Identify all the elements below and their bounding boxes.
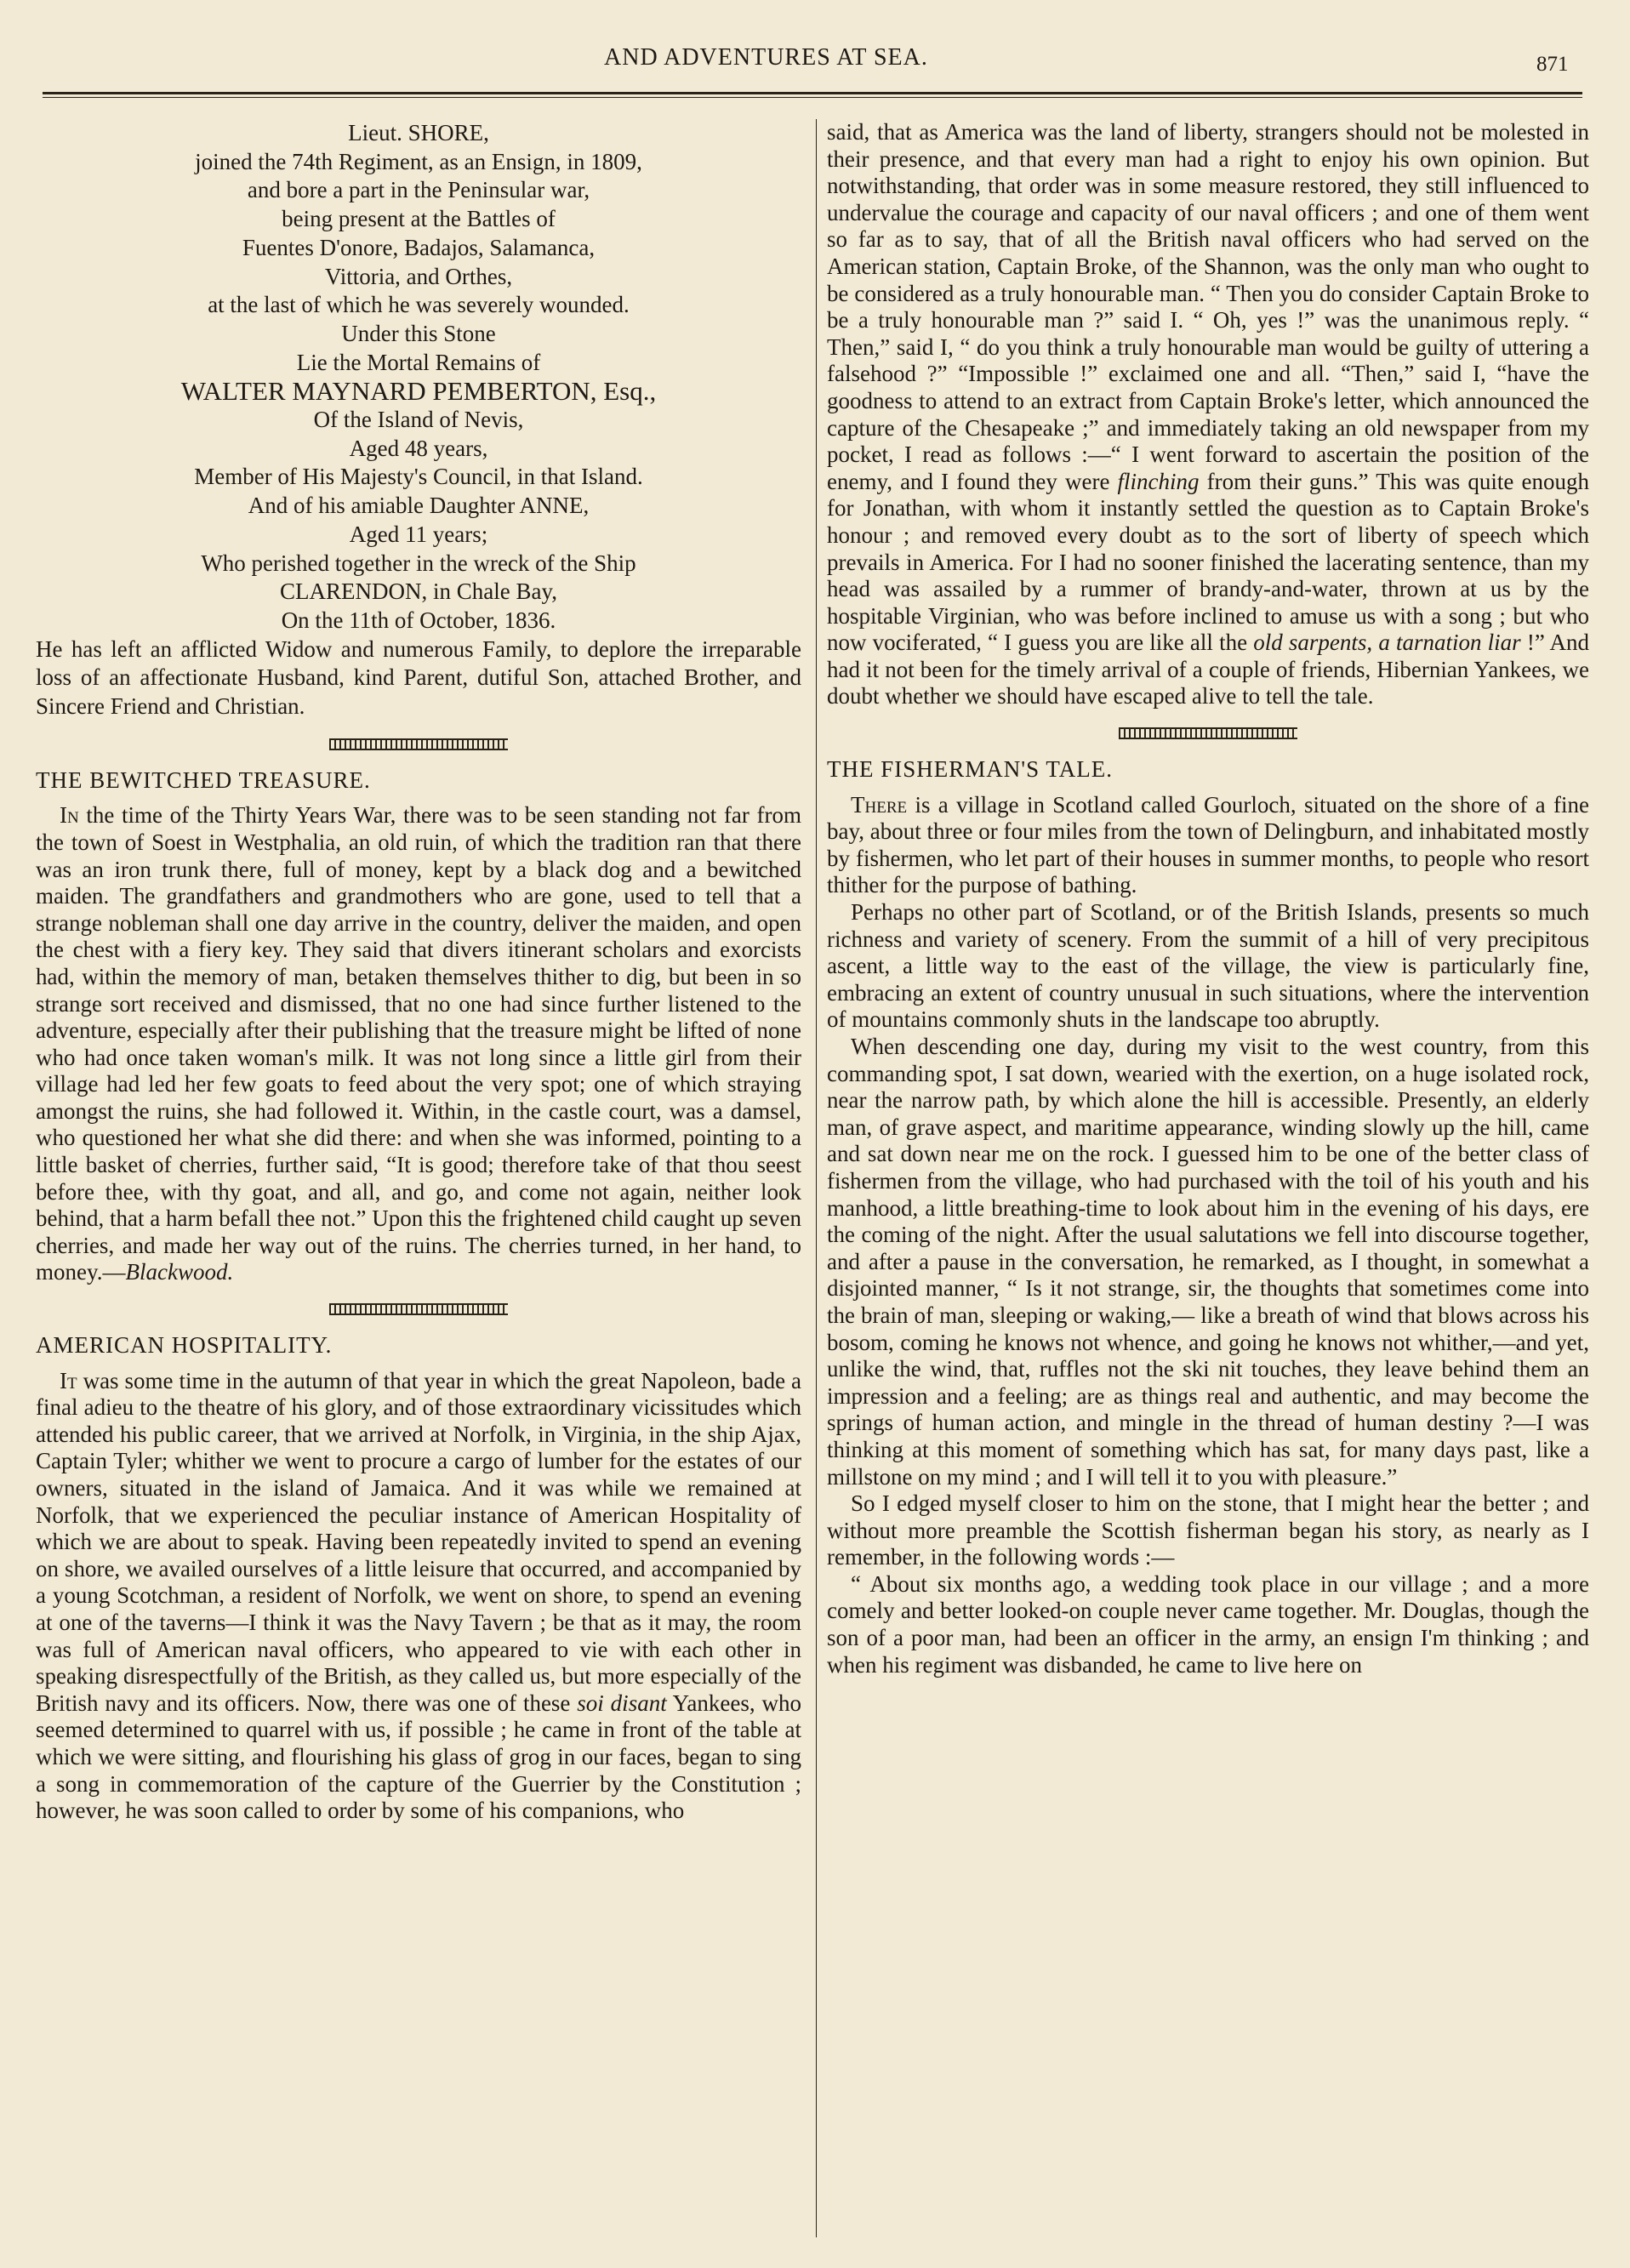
paragraph-text: was some time in the autumn of that year in which the great Napoleon, bade a final adieu to the theatre of his glory, and of those extraordinary vicissitudes which attended his public career, that we arrived at Norfolk, in Virginia, in the ship Ajax, Captain Tyler; whither we went to procure a cargo of lumber for the estates of our owners, situated in the island of Jamaica. And it was while we remained at Norfolk, that we experienced the peculiar instance of American Hospitality of which we are about to speak. Having been repeatedly invited to spend an evening on shore, we availed ourselves of a little leisure that occurred, and accompanied by a young Scotchman, a resident of Norfolk, we went on shore, to spend an evening at one of the taverns—I think it was the Navy Tavern ; be that as it may, the room was full of American naval officers, who appeared to vie with each other in speaking disrespectfully of the British, as they called us, but more especially of the British navy and its officers. Now, there was one of these [36, 1367, 801, 1716]
epitaph-line: Lie the Mortal Remains of [296, 349, 541, 375]
paragraph-text: is a village in Scotland called Gourloch, situated on the shore of a fine bay, about three or four miles from the town of Delingburn, and inhabitated mostly by fishermen, who let part of their houses in summer months, to people who resort thither for the purpose of bathing. [827, 791, 1589, 898]
story-body-american-continued [827, 119, 1589, 710]
paragraph-text: !” And had it not been for the timely arrival of a couple of friends, Hibernian Yankees, we doubt whether we should have escaped alive to tell the tale. [827, 630, 1590, 709]
italic-phrase: soi disant [577, 1690, 667, 1716]
paragraph: When descending one day, during my visit to the west country, from this commanding spot, I sat down, wearied with the exertion, on a huge isolated rock, near the narrow path, by which alone the hill is accessible. Presently, an elderly man, of grave aspect, and maritime appearance, winding slowly up the hill, came and sat down near me on the rock. I guessed him to be one of the better class of fishermen from the village, who had purchased with the toil of his youth and his manhood, a little breathing-time to look about him in the evening of his days, ere the coming of the night. After the usual salutations we fell into discourse together, and after a pause in the conversation, he remarked, as I thought, in somewhat a disjointed manner, “ Is it not strange, sir, the thoughts that sometimes come into the brain of man, sleeping or waking,— like a breath of wind that blows across his bosom, coming he knows not whence, and going he knows not whither,—and yet, unlike the wind, that, ruffles not the ski nit touches, they leave behind them an impression and a feeling; are as things real and authentic, and may become the springs of human action, and mingle in the thread of human destiny ?—I was thinking at this moment of something which has sat, for many days past, like a millstone on my mind ; and I will tell it to you with pleasure.” [827, 1034, 1589, 1490]
running-head: AND ADVENTURES AT SEA. [604, 44, 928, 71]
column-rule [816, 119, 817, 2237]
lead-word: It [60, 1367, 77, 1393]
epitaph-line: joined the 74th Regiment, as an Ensign, in 1809, [195, 148, 642, 174]
section-ornament [329, 738, 508, 750]
epitaph-closing-text: He has left an afflicted Widow and numerous Family, to deplore the irreparable loss of an affectionate Husband, kind Parent, dutiful Son, attached Brother, and Sincere Friend and Christian. [36, 635, 801, 720]
epitaph-line: Fuentes D'onore, Badajos, Salamanca, [242, 234, 596, 260]
story-body-bewitched [36, 802, 801, 1286]
story-title-fisherman: THE FISHERMAN'S TALE. [827, 756, 1113, 783]
epitaph-line: Of the Island of Nevis, [313, 407, 524, 433]
paragraph-text: the time of the Thirty Years War, there was to be seen standing not far from the town of Soest in Westphalia, an old ruin, of which the tradition ran that there was an iron trunk there, full of money, kept by a black dog and a bewitched maiden. The grandfathers and grandmothers who are gone, used to tell that a strange nobleman shall one day arrive in the country, deliver the maiden, and open the chest with a fiery key. They said that divers itinerant scholars and exorcists had, within the memory of man, betaken themselves thither to dig, but been in so strange sort received and dismissed, that no one had since further listened to the adventure, especially after their publishing that the treasure might be lifted of none who had once taken woman's milk. It was not long since a little girl from their village had led her few goats to feed about the very spot; one of which straying amongst the ruins, she had followed it. Within, in the castle court, was a damsel, who questioned her what she did there: and when she was informed, pointing to a little basket of cherries, further said, “It is good; therefore take of that thou seest before thee, with thy goat, and all, and go, and come not again, neither look behind, that a harm befall thee not.” Upon this the frightened child caught up seven cherries, and made her way out of the ruins. The cherries turned, in her hand, to money.— [36, 802, 801, 1285]
right-column [827, 119, 1589, 1678]
epitaph-line: Vittoria, and Orthes, [324, 263, 513, 289]
epitaph-line: On the 11th of October, 1836. [281, 607, 556, 633]
paragraph: “ About six months ago, a wedding took place in our village ; and a more comely and better looked-on couple never came together. Mr. Douglas, though the son of a poor man, had been an officer in the army, an ensign I'm thinking ; and when his regiment was disbanded, he came to live here on [827, 1570, 1589, 1678]
epitaph-line: Who perished together in the wreck of the Ship [201, 550, 636, 576]
story-body-american [36, 1368, 801, 1825]
paragraph [827, 792, 1589, 899]
paragraph: So I edged myself closer to him on the stone, that I might hear the better ; and without more preamble the Scottish fisherman began his story, as nearly as I remember, in the following words :— [827, 1490, 1589, 1570]
epitaph-line: being present at the Battles of [282, 206, 556, 232]
paragraph: Perhaps no other part of Scotland, or of the British Islands, presents so much richness and variety of scenery. From the summit of a hill of very precipitous ascent, a little way to the east of the village, the view is particularly fine, embracing an extent of country unusual in such situations, where the intervention of mountains commonly shuts in the landscape too abruptly. [827, 899, 1589, 1033]
header-rule [43, 92, 1582, 98]
epitaph-line: Under this Stone [341, 320, 496, 346]
story-title-american: AMERICAN HOSPITALITY. [36, 1332, 333, 1359]
italic-phrase: old sarpents, a tarnation liar [1253, 630, 1521, 656]
epitaph-line: CLARENDON, in Chale Bay, [280, 578, 557, 605]
epitaph-name-line: WALTER MAYNARD PEMBERTON, Esq., [180, 376, 657, 407]
page-number: 871 [1536, 53, 1569, 76]
epitaph-line: Lieut. SHORE, [348, 120, 489, 145]
paragraph-text: Yankees, who seemed determined to quarrel with us, if possible ; he came in front of the table at which we were sitting, and flourishing his glass of grog in our faces, began to sing a song in commemoration of the capture of the Guerrier by the Constitution ; however, he was soon called to order by some of his companions, who [36, 1690, 801, 1824]
section-ornament [1119, 727, 1297, 739]
epitaph-line: Member of His Majesty's Council, in that Island. [194, 464, 643, 490]
lead-word: In [60, 802, 79, 829]
lead-word: There [851, 791, 908, 818]
epitaph [36, 119, 801, 721]
epitaph-line: Aged 48 years, [349, 435, 488, 461]
source-credit: Blackwood. [125, 1259, 234, 1285]
left-column [36, 119, 801, 1825]
story-title-bewitched: THE BEWITCHED TREASURE. [36, 766, 371, 793]
epitaph-line: Aged 11 years; [349, 521, 488, 547]
epitaph-closing [36, 635, 801, 721]
epitaph-line: and bore a part in the Peninsular war, [247, 177, 590, 203]
epitaph-line: And of his amiable Daughter ANNE, [248, 493, 590, 519]
epitaph-line: at the last of which he was severely wounded. [208, 292, 630, 318]
italic-phrase: flinching [1117, 468, 1200, 494]
paragraph-text: from their guns.” This was quite enough for Jonathan, with whom it instantly settled the question as to Captain Broke's honour ; and removed every doubt as to the sort of liberty of speech which prevails in America. For I had no sooner finished the lacerating sentence, than my head was assailed by a rummer of brandy-and-water, thrown at us by the hospitable Virginian, who was before inclined to amuse us with a song ; but who now vociferated, “ I guess you are like all the [827, 468, 1589, 656]
paragraph-text: said, that as America was the land of liberty, strangers should not be molested in their presence, and that every man had a right to enjoy his own opinion. But notwithstanding, that order was in some measure restored, they still influenced to undervalue the courage and capacity of our naval officers ; and one of them went so far as to say, that of all the British naval officers who had served on the American station, Captain Broke, of the Shannon, was the only man who ought to be considered as a truly honourable man. “ Then you do consider Captain Broke to be a truly honourable man ?” said I. “ Oh, yes !” was the unanimous reply. “ Then,” said I, “ do you think a truly honourable man would be guilty of uttering a falsehood ?” “Impossible !” exclaimed one and all. “Then,” said I, “have the goodness to attend to an extract from Captain Broke's letter, which announced the capture of the Chesapeake ;” and immediately taking an old newspaper from my pocket, I read as follows :—“ I went forward to ascertain the position of the enemy, and I found they were [827, 119, 1589, 494]
section-ornament [329, 1303, 508, 1315]
